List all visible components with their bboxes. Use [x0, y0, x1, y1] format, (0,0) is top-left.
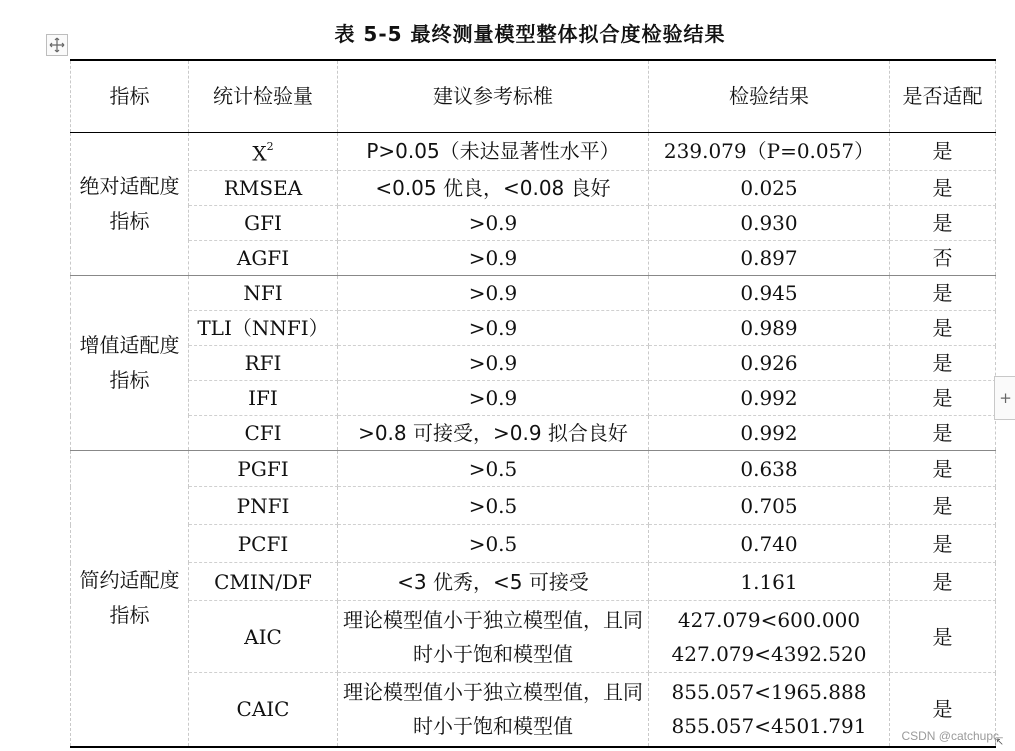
fit-cell: 是 [890, 416, 996, 451]
stat-cell: CFI [189, 416, 338, 451]
result-cell: 0.992 [649, 416, 890, 451]
table-row [71, 346, 996, 381]
criterion-cell: >0.9 [338, 381, 649, 416]
result-cell [649, 601, 890, 673]
result-line: 855.057<1965.888 [671, 680, 867, 705]
fit-cell: 是 [890, 601, 996, 673]
result-cell: 0.926 [649, 346, 890, 381]
stat-cell: AIC [189, 601, 338, 673]
criterion-cell: >0.8 可接受，>0.9 拟合良好 [338, 416, 649, 451]
result-cell: 0.989 [649, 311, 890, 346]
criterion-cell: >0.9 [338, 206, 649, 241]
fit-cell: 是 [890, 346, 996, 381]
stat-cell: TLI（NNFI） [189, 311, 338, 346]
fit-cell: 是 [890, 206, 996, 241]
criterion-cell: P>0.05（未达显著性水平） [338, 132, 649, 171]
fit-results-table [70, 59, 996, 748]
stat-cell: RFI [189, 346, 338, 381]
category-incremental-fit: 增值适配度指标 [71, 276, 189, 451]
stat-cell: IFI [189, 381, 338, 416]
watermark: CSDN @catchupc [901, 729, 999, 743]
table-row [71, 525, 996, 563]
criterion-cell: >0.9 [338, 311, 649, 346]
result-cell: 0.930 [649, 206, 890, 241]
criterion-cell: >0.5 [338, 487, 649, 525]
criterion-cell: 理论模型值小于独立模型值，且同时小于饱和模型值 [338, 601, 649, 673]
criterion-cell: >0.5 [338, 525, 649, 563]
fit-cell: 否 [890, 241, 996, 276]
result-cell: 0.945 [649, 276, 890, 311]
result-cell: 239.079（P=0.057） [649, 132, 890, 171]
table-row [71, 563, 996, 601]
category-absolute-fit: 绝对适配度指标 [71, 132, 189, 276]
add-column-button[interactable]: + [994, 376, 1015, 420]
table-row [71, 311, 996, 346]
result-cell [649, 673, 890, 747]
stat-cell: RMSEA [189, 171, 338, 206]
criterion-cell: >0.9 [338, 241, 649, 276]
fit-cell: 是 [890, 132, 996, 171]
result-line: 855.057<4501.791 [671, 714, 867, 739]
stat-cell: $X^2$ [189, 132, 338, 171]
table-row [71, 132, 996, 171]
header-criterion: 建议参考标椎 [338, 60, 649, 132]
stat-cell: CAIC [189, 673, 338, 747]
header-fit: 是否适配 [890, 60, 996, 132]
result-line: 427.079<600.000 [677, 607, 861, 632]
category-parsimony-fit: 简约适配度指标 [71, 451, 189, 747]
table-row [71, 601, 996, 673]
fit-cell: 是 [890, 311, 996, 346]
stat-cell: AGFI [189, 241, 338, 276]
table-row [71, 673, 996, 747]
table-caption: 表 5-5 最终测量模型整体拟合度检验结果 [334, 22, 726, 46]
criterion-cell: 理论模型值小于独立模型值，且同时小于饱和模型值 [338, 673, 649, 747]
table-row [71, 206, 996, 241]
table-row [71, 171, 996, 206]
header-statistic: 统计检验量 [189, 60, 338, 132]
result-cell: 0.740 [649, 525, 890, 563]
table-row [71, 451, 996, 487]
result-cell: 0.705 [649, 487, 890, 525]
result-cell: 0.897 [649, 241, 890, 276]
criterion-cell: <3 优秀，<5 可接受 [338, 563, 649, 601]
header-row [71, 60, 996, 132]
table-row [71, 487, 996, 525]
stat-cell: CMIN/DF [189, 563, 338, 601]
stat-cell: PNFI [189, 487, 338, 525]
table-row [71, 276, 996, 311]
stat-cell: PGFI [189, 451, 338, 487]
table-row [71, 241, 996, 276]
resize-table-handle[interactable]: ⇱ [995, 737, 1004, 748]
move-icon [49, 37, 65, 53]
criterion-cell: >0.5 [338, 451, 649, 487]
fit-cell: 是 [890, 563, 996, 601]
table-row [71, 381, 996, 416]
fit-cell: 是 [890, 673, 996, 747]
result-cell: 0.025 [649, 171, 890, 206]
fit-cell: 是 [890, 487, 996, 525]
result-cell: 0.992 [649, 381, 890, 416]
stat-cell: PCFI [189, 525, 338, 563]
result-cell: 1.161 [649, 563, 890, 601]
fit-cell: 是 [890, 525, 996, 563]
criterion-cell: >0.9 [338, 346, 649, 381]
move-table-handle[interactable] [46, 34, 68, 56]
fit-cell: 是 [890, 171, 996, 206]
stat-cell: NFI [189, 276, 338, 311]
fit-cell: 是 [890, 276, 996, 311]
header-indicator: 指标 [71, 60, 189, 132]
criterion-cell: <0.05 优良，<0.08 良好 [338, 171, 649, 206]
header-result: 检验结果 [649, 60, 890, 132]
criterion-cell: >0.9 [338, 276, 649, 311]
result-cell: 0.638 [649, 451, 890, 487]
fit-cell: 是 [890, 381, 996, 416]
fit-cell: 是 [890, 451, 996, 487]
stat-cell: GFI [189, 206, 338, 241]
table-row [71, 416, 996, 451]
result-line: 427.079<4392.520 [671, 641, 867, 666]
